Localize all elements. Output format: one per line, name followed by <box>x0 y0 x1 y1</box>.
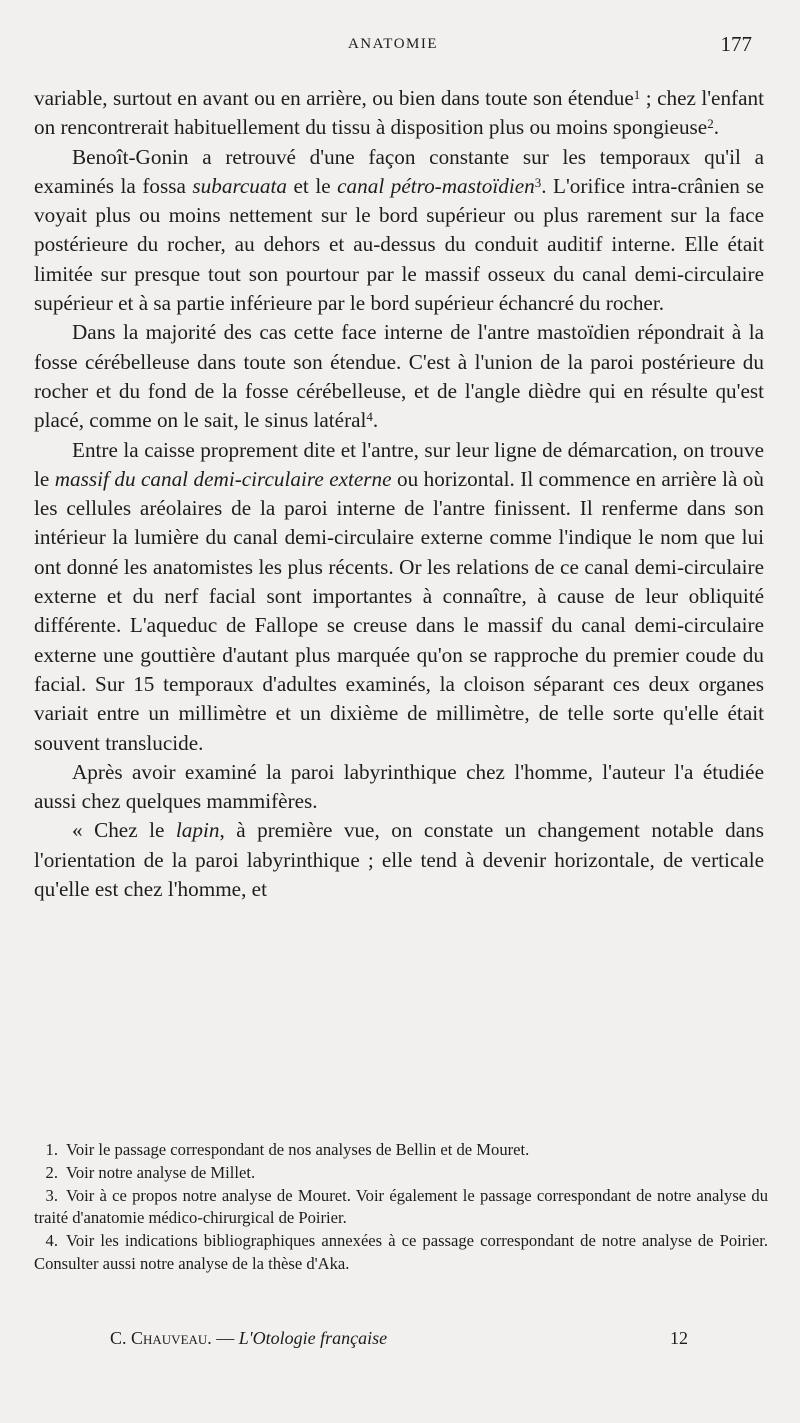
p2-emphasis-1: subarcuata <box>192 173 287 198</box>
paragraph-6 <box>34 816 764 904</box>
p4-text-b: ou horizontal. Il commence en arrière là où les cellules aréolaires de la paroi interne de l'antre finissent. Il renferme dans son intérieur la lumière du canal demi-circulaire externe comme l'indique le nom que lui ont donné les anatomistes les plus récents. Or les relations de ce canal demi-circulaire externe et du nerf facial sont importantes à connaître, à cause de leur obliquité différente. L'aqueduc de Fallope se creuse dans le massif du canal demi-circulaire externe une gouttière d'autant plus marquée qu'on se rapproche du premier coude du facial. Sur 15 temporaux d'adultes examinés, la cloison séparant ces deux organes variait entre un millimètre et un dixième de millimètre, de telle sorte qu'elle était souvent translucide. <box>34 466 764 755</box>
p1-text-a: variable, surtout en avant ou en arrière, ou bien dans toute son étendue <box>34 86 634 110</box>
p6-emphasis-1: lapin <box>175 818 220 843</box>
page-footer <box>34 1328 764 1354</box>
sheet-number: 12 <box>670 1328 688 1348</box>
p1-text-c: . <box>713 115 719 140</box>
footnote-1 <box>34 1139 768 1162</box>
book-title: L'Otologie française <box>238 1328 388 1348</box>
separator: . — <box>207 1328 239 1348</box>
p2-text-b: et le <box>286 173 338 198</box>
footnote-number: 1. <box>45 1140 58 1159</box>
footnote-number: 2. <box>45 1162 58 1182</box>
page-number: 177 <box>720 32 752 56</box>
p4-emphasis-1: massif du canal demi-circulaire externe <box>54 466 392 491</box>
p2-text-a: Benoît-Gonin a retrouvé d'une façon constante sur les temporaux qu'il a examinés la fossa <box>34 144 764 198</box>
paragraph-1 <box>34 84 764 143</box>
p2-emphasis-2: canal pétro-mastoïdien <box>337 173 535 198</box>
author-initial: C. <box>110 1328 132 1348</box>
footnote-text: Voir les indications bibliographiques annexées à ce passage correspondant de notre analyse de Poirier. Consulter aussi notre analyse de la thèse d'Aka. <box>34 1231 768 1273</box>
footnote-number: 3. <box>45 1185 58 1205</box>
footnote-number: 4. <box>45 1231 58 1251</box>
footnote-ref-4: 4 <box>366 409 373 425</box>
footnote-text: Voir à ce propos notre analyse de Mouret. Voir également le passage correspondant de notre analyse du traité d'anatomie médico-chirurgical de Poirier. <box>34 1185 768 1228</box>
paragraph-5 <box>34 758 764 817</box>
footnote-2 <box>34 1162 768 1185</box>
p3-text-b: . <box>372 408 379 433</box>
main-text <box>34 84 764 904</box>
author-name: Chauveau <box>131 1328 208 1348</box>
page-header <box>34 32 752 62</box>
footnote-text: Voir notre analyse de Millet. <box>66 1162 256 1182</box>
footnote-ref-1: 1 <box>633 87 641 102</box>
footnote-ref-3: 3 <box>534 174 542 190</box>
paragraph-4 <box>34 436 764 758</box>
signature-line <box>110 1328 387 1349</box>
footnote-ref-2: 2 <box>707 116 714 132</box>
p5-text-a: Après avoir examiné la paroi labyrinthique chez l'homme, l'auteur l'a étudiée aussi chez quelques mammifères. <box>34 759 764 814</box>
p3-text-a: Dans la majorité des cas cette face interne de l'antre mastoïdien répondrait à la fosse cérébelleuse dans toute son étendue. C'est à l'union de la paroi postérieure du rocher et du fond de la fosse cérébelleuse, et de l'angle dièdre qui en résulte qu'est placé, comme on le sait, le sinus latéral <box>34 320 764 433</box>
running-title: ANATOMIE <box>347 36 439 52</box>
paragraph-2 <box>34 143 764 319</box>
p6-text-a: « Chez le <box>72 818 176 843</box>
footnote-4 <box>34 1230 768 1276</box>
p6-text-b: , à première vue, on constate un changement notable dans l'orientation de la paroi labyrinthique ; elle tend à devenir horizontale, de verticale qu'elle est chez l'homme, et <box>34 818 764 902</box>
footnote-text: Voir le passage correspondant de nos analyses de Bellin et de Mouret. <box>66 1140 530 1159</box>
p1-text-b: ; chez l'enfant on rencontrerait habituellement du tissu à disposition plus ou moins spongieuse <box>34 86 764 140</box>
p2-text-c: . L'orifice intra-crânien se voyait plus ou moins nettement sur le bord supérieur ou plus rarement sur la face postérieure du rocher, au dehors et au-dessus du conduit auditif interne. Elle était limitée sur presque tout son pourtour par le massif osseux du canal demi-circulaire supérieur et à sa partie inférieure par le bord supérieur échancré du rocher. <box>34 173 764 316</box>
paragraph-3 <box>34 318 764 435</box>
footnotes <box>34 1139 768 1276</box>
footnote-3 <box>34 1185 768 1231</box>
p4-text-a: Entre la caisse proprement dite et l'antre, sur leur ligne de démarcation, on trouve le <box>34 437 764 491</box>
